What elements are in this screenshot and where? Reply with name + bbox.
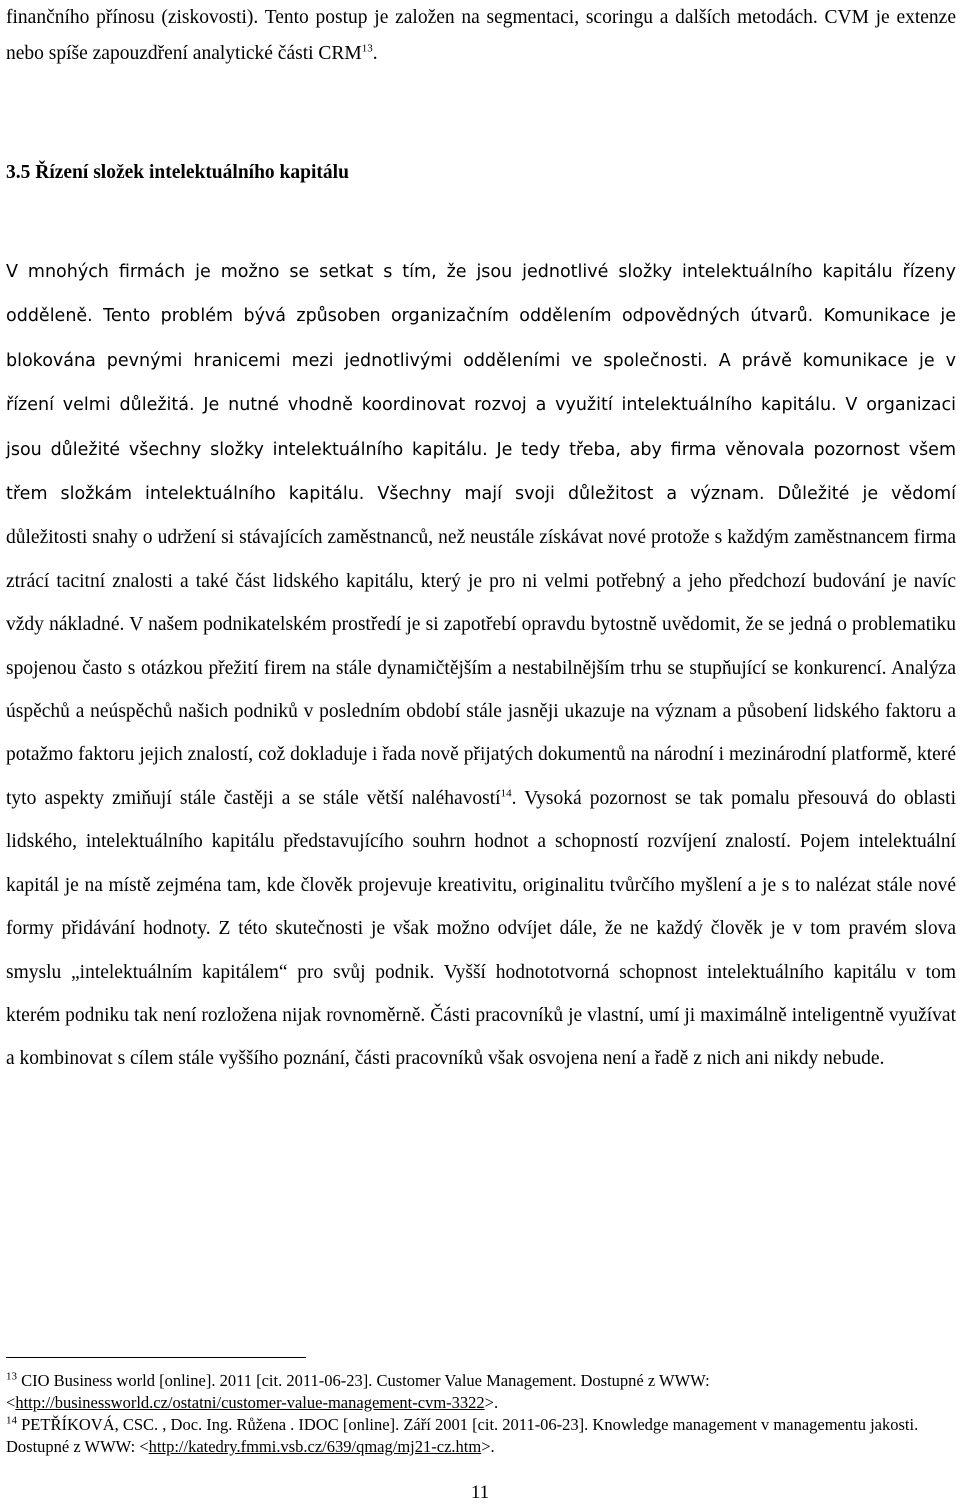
footnote-13 bbox=[6, 1370, 956, 1414]
footnote-separator bbox=[6, 1357, 306, 1358]
intro-end: . bbox=[372, 43, 378, 64]
footnote-number: 13 bbox=[6, 1370, 17, 1383]
footnote-text: PETŘÍKOVÁ, CSC. , Doc. Ing. Růžena . IDOC [online]. Září 2001 [cit. 2011-06-23]. Knowledge management v managementu jakosti. Dostupné z WWW: < bbox=[6, 1415, 919, 1456]
footnote-end: >. bbox=[484, 1393, 499, 1412]
footnote-14 bbox=[6, 1414, 956, 1458]
footnote-ref-13[interactable]: 13 bbox=[361, 42, 373, 55]
paragraph-part-serif: důležitosti snahy o udržení si stávajících zaměstnanců, než neustále získávat nové protože s každým zaměstnancem firma ztrácí tacitní znalosti a také část lidského kapitálu, který je pro ni velmi potřebný a jeho předchozí budování je navíc vždy nákladné. V našem podnikatelském prostředí je si zapotřebí opravdu bytostně uvědomit, že se jedná o problematiku spojenou často s otázkou přežití firem na stále dynamičtějším a nestabilnějším trhu se stupňující se konkurencí. Analýza úspěchů a neúspěchů našich podniků v posledním období stále jasněji ukazuje na význam a působení lidského faktoru a potažmo faktoru jejich znalostí, což dokladuje i řada nově přijatých dokumentů na národní i mezinárodní platformě, které tyto aspekty zmiňují stále častěji a se stále větší naléhavostí bbox=[6, 527, 956, 809]
section-heading: 3.5 Řízení složek intelektuálního kapitálu bbox=[6, 162, 349, 183]
page-number: 11 bbox=[470, 1482, 490, 1503]
intro-paragraph bbox=[6, 0, 956, 72]
footnote-ref-14[interactable]: 14 bbox=[500, 787, 512, 800]
paragraph-part-end: . Vysoká pozornost se tak pomalu přesouvá do oblasti lidského, intelektuálního kapitálu představujícího souhrn hodnot a schopností rozvíjení znalostí. Pojem intelektuální kapitál je na místě zejména tam, kde člověk projevuje kreativitu, originalitu tvůrčího myšlení a je s to nalézat stále nové formy přidávání hodnoty. Z této skutečnosti je však možno odvíjet dále, že ne každý člověk je v tom pravém slova smyslu „intelektuálním kapitálem“ pro svůj podnik. Vyšší hodnototvorná schopnost intelektuálního kapitálu v tom kterém podniku tak není rozložena nijak rovnoměrně. Části pracovníků je vlastní, umí ji maximálně inteligentně využívat a kombinovat s cílem stále vyššího poznání, části pracovníků však osvojena není a řadě z nich ani nikdy nebude. bbox=[6, 787, 956, 1070]
footnote-text: CIO Business world [online]. 2011 [cit. 2011-06-23]. Customer Value Management. Dostupné z WWW: < bbox=[6, 1371, 710, 1412]
footnote-link[interactable]: http://businessworld.cz/ostatni/customer-value-management-cvm-3322 bbox=[15, 1393, 485, 1412]
footnote-number: 14 bbox=[6, 1414, 17, 1427]
paragraph-part-sans: V mnohých firmách je možno se setkat s tím, že jsou jednotlivé složky intelektuálního kapitálu řízeny odděleně. Tento problém bývá způsoben organizačním oddělením odpovědných útvarů. Komunikace je blokována pevnými hranicemi mezi jednotlivými odděleními ve společnosti. A právě komunikace je v řízení velmi důležitá. Je nutné vhodně koordinovat rozvoj a využití intelektuálního kapitálu. V organizaci jsou důležité všechny složky intelektuálního kapitálu. Je tedy třeba, aby firma věnovala pozornost všem třem složkám intelektuálního kapitálu. Všechny mají svoji důležitost a význam. Důležité je vědomí bbox=[6, 262, 956, 505]
intro-text: finančního přínosu (ziskovosti). Tento postup je založen na segmentaci, scoringu a dalších metodách. CVM je extenze nebo spíše zapouzdření analytické části CRM bbox=[6, 7, 956, 64]
section-paragraph bbox=[6, 250, 956, 1081]
footnote-end: >. bbox=[481, 1437, 495, 1456]
footnote-link[interactable]: http://katedry.fmmi.vsb.cz/639/qmag/mj21-cz.htm bbox=[148, 1437, 482, 1456]
